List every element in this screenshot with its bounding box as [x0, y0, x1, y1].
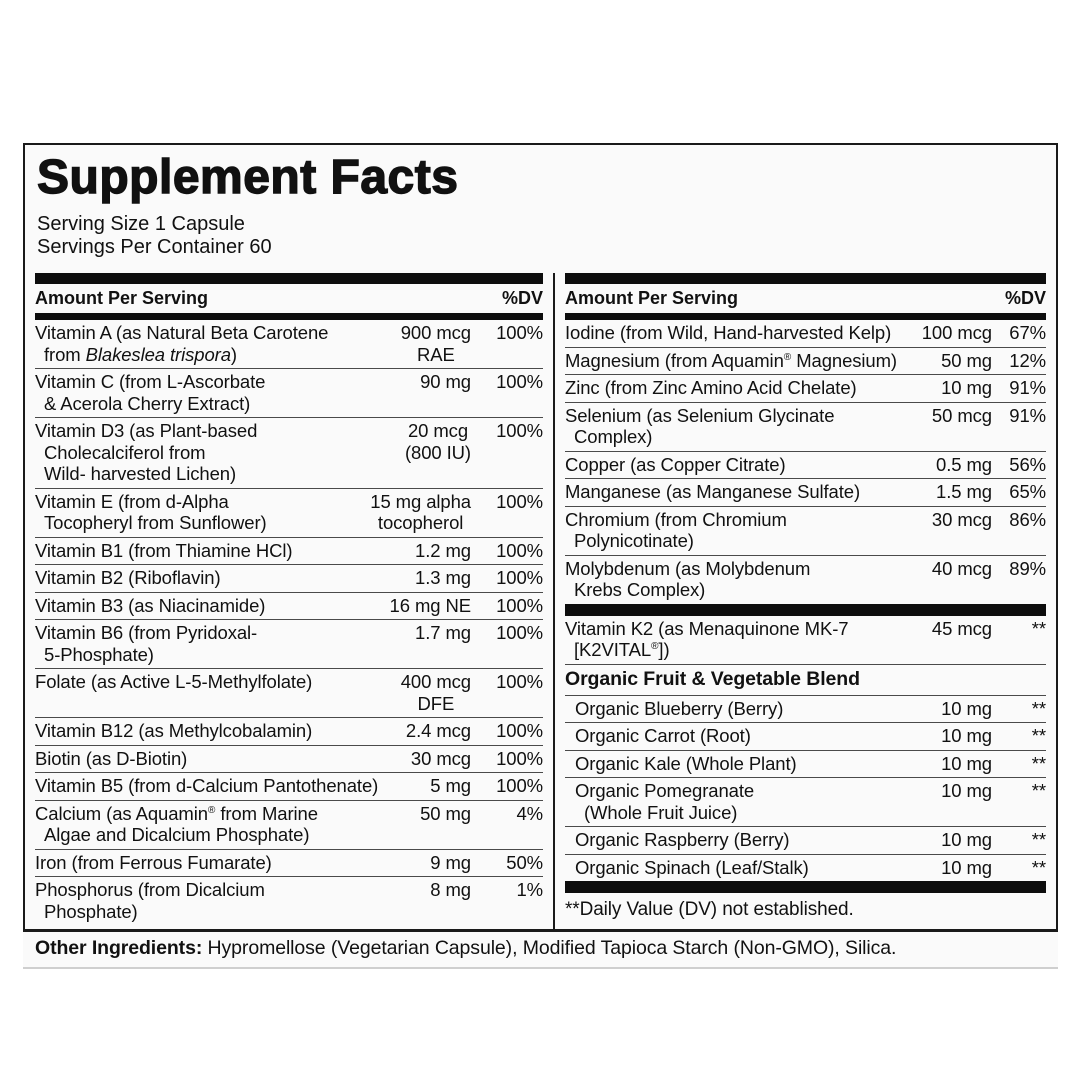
nutrient-row — [565, 374, 1046, 402]
nutrient-dv: ** — [1031, 697, 1046, 719]
nutrient-name: Vitamin C (from L-Ascorbate & Acerola Cherry Extract) — [35, 371, 266, 414]
nutrient-amount: 30 mcg — [931, 508, 992, 530]
nutrient-amount: 100 mcg — [921, 322, 992, 344]
nutrient-dv: 86% — [1009, 508, 1046, 530]
nutrient-name: Calcium (as Aquamin® from Marine Algae and Dicalcium Phosphate) — [35, 802, 318, 846]
serving-info — [37, 213, 1046, 259]
nutrient-name: Vitamin B2 (Riboflavin) — [35, 567, 221, 589]
column-right-rows — [565, 320, 1046, 929]
nutrient-name: Organic Spinach (Leaf/Stalk) — [575, 856, 809, 878]
other-ingredients-label: Other Ingredients: — [35, 937, 203, 960]
nutrient-row — [565, 854, 1046, 882]
nutrient-amount: 400 mcg DFE — [400, 671, 471, 714]
nutrient-row — [565, 451, 1046, 479]
nutrient-name: Folate (as Active L-5-Methylfolate) — [35, 671, 313, 693]
nutrient-name: Iodine (from Wild, Hand-harvested Kelp) — [565, 322, 892, 344]
nutrient-row — [35, 537, 543, 565]
nutrient-name: Vitamin E (from d-Alpha Tocopheryl from Sunflower) — [35, 490, 267, 534]
column-left — [35, 273, 543, 929]
amount-per-serving-label: Amount Per Serving — [35, 288, 209, 309]
nutrient-amount: 1.2 mg — [415, 539, 471, 561]
nutrient-row — [565, 777, 1046, 826]
nutrient-amount: 10 mg — [941, 725, 992, 747]
nutrient-amount: 10 mg — [941, 697, 992, 719]
nutrient-dv: 100% — [496, 775, 543, 797]
nutrient-name: Organic Blueberry (Berry) — [575, 697, 784, 719]
nutrient-name: Vitamin B6 (from Pyridoxal- 5-Phosphate) — [35, 622, 258, 665]
nutrient-dv: ** — [1031, 752, 1046, 774]
nutrient-dv: ** — [1031, 617, 1046, 639]
nutrient-amount: 5 mg — [430, 775, 471, 797]
nutrient-columns — [35, 273, 1046, 929]
nutrient-name: Selenium (as Selenium Glycinate Complex) — [565, 404, 835, 448]
nutrient-name: Manganese (as Manganese Sulfate) — [565, 481, 861, 503]
nutrient-row — [35, 320, 543, 368]
nutrient-dv: 50% — [506, 851, 543, 873]
nutrient-dv: ** — [1031, 725, 1046, 747]
nutrient-row — [565, 722, 1046, 750]
nutrient-amount: 10 mg — [941, 856, 992, 878]
nutrient-dv: ** — [1031, 780, 1046, 802]
nutrient-name: Zinc (from Zinc Amino Acid Chelate) — [565, 377, 857, 399]
nutrient-name: Organic Pomegranate (Whole Fruit Juice) — [575, 780, 755, 823]
nutrient-amount: 900 mcg RAE — [400, 322, 471, 365]
nutrient-row — [35, 564, 543, 592]
nutrient-name: Phosphorus (from Dicalcium Phosphate) — [35, 879, 265, 922]
nutrient-name: Vitamin A (as Natural Beta Carotene from Blakeslea trispora) — [35, 322, 329, 365]
nutrient-name: Organic Carrot (Root) — [575, 725, 751, 747]
amount-per-serving-label: Amount Per Serving — [565, 288, 739, 309]
nutrient-amount: 45 mcg — [931, 617, 992, 639]
nutrient-row — [35, 488, 543, 537]
nutrient-amount: 50 mg — [420, 802, 471, 824]
nutrient-row — [565, 695, 1046, 723]
nutrient-amount: 90 mg — [420, 371, 471, 393]
nutrient-row — [35, 717, 543, 745]
blend-section-header: Organic Fruit & Vegetable Blend — [565, 664, 1046, 695]
nutrient-amount: 50 mg — [941, 349, 992, 371]
percent-dv-label: %DV — [501, 288, 543, 309]
nutrient-amount: 9 mg — [430, 851, 471, 873]
nutrient-name: Organic Kale (Whole Plant) — [575, 752, 797, 774]
header-bottom-bar — [35, 313, 543, 320]
nutrient-amount: 40 mcg — [931, 557, 992, 579]
nutrient-dv: 100% — [496, 371, 543, 393]
nutrient-dv: 100% — [496, 720, 543, 742]
nutrient-row — [35, 849, 543, 877]
nutrient-dv: 65% — [1009, 481, 1046, 503]
nutrient-amount: 0.5 mg — [936, 453, 992, 475]
nutrient-amount: 1.3 mg — [415, 567, 471, 589]
other-ingredients-text: Hypromellose (Vegetarian Capsule), Modified Tapioca Starch (Non-GMO), Silica. — [207, 937, 897, 960]
nutrient-name: Molybdenum (as Molybdenum Krebs Complex) — [565, 557, 811, 601]
nutrient-row — [35, 368, 543, 417]
column-right-header — [565, 284, 1046, 313]
nutrient-dv: 100% — [496, 490, 543, 512]
nutrient-row — [565, 402, 1046, 451]
nutrient-dv: 100% — [496, 622, 543, 644]
nutrient-name: Vitamin B5 (from d-Calcium Pantothenate) — [35, 775, 379, 797]
nutrient-name: Vitamin D3 (as Plant-based Cholecalciferol from Wild- harvested Lichen) — [35, 420, 258, 485]
nutrient-amount: 10 mg — [941, 780, 992, 802]
nutrient-amount: 1.5 mg — [936, 481, 992, 503]
nutrient-dv: 56% — [1009, 453, 1046, 475]
percent-dv-label: %DV — [1004, 288, 1046, 309]
column-left-header — [35, 284, 543, 313]
nutrient-name: Biotin (as D-Biotin) — [35, 747, 188, 769]
nutrient-amount: 50 mcg — [931, 404, 992, 426]
nutrient-dv: 100% — [496, 671, 543, 693]
nutrient-amount: 10 mg — [941, 752, 992, 774]
servings-per-container: Servings Per Container 60 — [37, 236, 272, 259]
nutrient-name: Vitamin B3 (as Niacinamide) — [35, 594, 266, 616]
nutrient-dv: 1% — [516, 879, 543, 901]
nutrient-row — [35, 876, 543, 925]
nutrient-amount: 8 mg — [430, 879, 471, 901]
nutrient-row — [565, 320, 1046, 347]
nutrient-row — [565, 478, 1046, 506]
header-top-bar — [35, 273, 543, 284]
nutrient-dv: 100% — [496, 322, 543, 344]
nutrient-name: Chromium (from Chromium Polynicotinate) — [565, 508, 787, 552]
nutrient-row — [565, 750, 1046, 778]
nutrient-row — [35, 800, 543, 849]
nutrient-row — [565, 347, 1046, 375]
nutrient-dv: 100% — [496, 539, 543, 561]
other-ingredients — [23, 932, 1058, 969]
nutrient-row — [35, 745, 543, 773]
nutrient-dv: 67% — [1009, 322, 1046, 344]
nutrient-dv: 12% — [1009, 349, 1046, 371]
nutrient-amount: 2.4 mcg — [405, 720, 471, 742]
nutrient-dv: 4% — [516, 802, 543, 824]
nutrient-name: Vitamin K2 (as Menaquinone MK-7 [K2VITAL®]) — [565, 617, 849, 661]
column-left-rows — [35, 320, 543, 929]
nutrient-row — [35, 772, 543, 800]
nutrient-row — [565, 506, 1046, 555]
supplement-label — [23, 143, 1058, 969]
nutrient-dv: 100% — [496, 420, 543, 442]
nutrient-amount: 10 mg — [941, 829, 992, 851]
section-divider-bar — [565, 604, 1046, 616]
nutrient-name: Iron (from Ferrous Fumarate) — [35, 851, 272, 873]
nutrient-amount: 30 mcg — [410, 747, 471, 769]
nutrient-dv: 91% — [1009, 404, 1046, 426]
nutrient-amount: 15 mg alpha tocopherol — [370, 490, 471, 534]
nutrient-amount: 10 mg — [941, 377, 992, 399]
column-right — [565, 273, 1046, 929]
nutrient-row — [35, 417, 543, 488]
nutrient-amount: 20 mcg (800 IU) — [404, 420, 471, 463]
header-top-bar — [565, 273, 1046, 284]
nutrient-dv: 100% — [496, 594, 543, 616]
dv-footnote: **Daily Value (DV) not established. — [565, 899, 854, 921]
nutrient-name: Vitamin B12 (as Methylcobalamin) — [35, 720, 313, 742]
nutrient-row — [35, 592, 543, 620]
nutrient-row — [565, 826, 1046, 854]
nutrient-name: Organic Raspberry (Berry) — [575, 829, 790, 851]
nutrient-amount: 16 mg NE — [389, 594, 471, 616]
label-title: Supplement Facts — [37, 151, 459, 204]
nutrient-dv: 91% — [1009, 377, 1046, 399]
nutrient-name: Magnesium (from Aquamin® Magnesium) — [565, 349, 897, 371]
nutrient-row — [565, 616, 1046, 664]
serving-size: Serving Size 1 Capsule — [37, 213, 245, 236]
section-divider-bar — [565, 881, 1046, 893]
nutrient-dv: 100% — [496, 747, 543, 769]
nutrient-row — [35, 619, 543, 668]
facts-box — [23, 143, 1058, 932]
header-bottom-bar — [565, 313, 1046, 320]
nutrient-row — [565, 555, 1046, 604]
nutrient-dv: 89% — [1009, 557, 1046, 579]
nutrient-dv: 100% — [496, 567, 543, 589]
nutrient-row — [35, 668, 543, 717]
nutrient-dv: ** — [1031, 856, 1046, 878]
nutrient-name: Vitamin B1 (from Thiamine HCl) — [35, 539, 293, 561]
nutrient-amount: 1.7 mg — [415, 622, 471, 644]
nutrient-dv: ** — [1031, 829, 1046, 851]
column-divider — [553, 273, 555, 929]
nutrient-name: Copper (as Copper Citrate) — [565, 453, 786, 475]
